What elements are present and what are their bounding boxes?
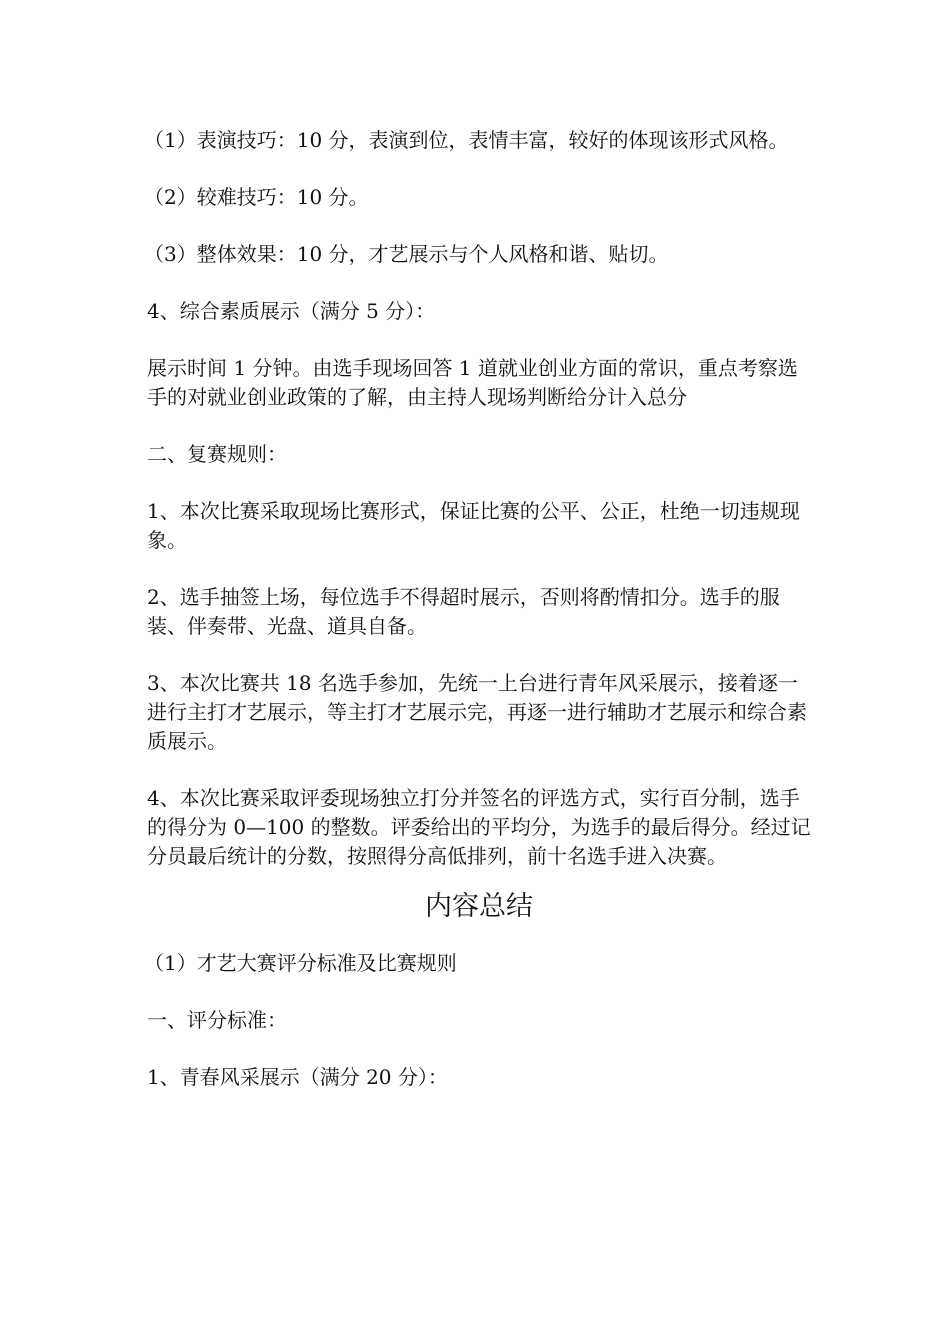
paragraph-rule-3: 3、本次比赛共 18 名选手参加，先统一上台进行青年风采展示，接着逐一进行主打才艺展示，等主打才艺展示完，再逐一进行辅助才艺展示和综合素质展示。	[147, 671, 807, 753]
section-heading-summary: 内容总结	[425, 891, 533, 922]
paragraph-rule-4: 4、本次比赛采取评委现场独立打分并签名的评选方式，实行百分制，选手的得分为 0—100 的整数。评委给出的平均分，为选手的最后得分。经过记分员最后统计的分数，按照得分高低排列，前十名选手进入决赛。	[147, 786, 811, 868]
paragraph-display-time: 展示时间 1 分钟。由选手现场回答 1 道就业创业方面的常识，重点考察选手的对就业创业政策的了解，由主持人现场判断给分计入总分	[147, 356, 798, 409]
paragraph-summary-title: （1）才艺大赛评分标准及比赛规则	[144, 951, 457, 975]
paragraph-youth-display: 1、青春风采展示（满分 20 分）：	[147, 1065, 448, 1089]
paragraph-rematch-rules-heading: 二、复赛规则：	[147, 442, 287, 466]
paragraph-difficult-skill: （2）较难技巧：10 分。	[144, 185, 369, 209]
paragraph-overall-effect: （3）整体效果：10 分，才艺展示与个人风格和谐、贴切。	[144, 242, 669, 266]
paragraph-rule-1: 1、本次比赛采取现场比赛形式，保证比赛的公平、公正，杜绝一切违规现象。	[147, 499, 800, 552]
document-page	[144, 126, 811, 1120]
paragraph-performance-skill: （1）表演技巧：10 分，表演到位，表情丰富，较好的体现该形式风格。	[144, 128, 789, 152]
paragraph-comprehensive-quality: 4、综合素质展示（满分 5 分）：	[147, 299, 436, 323]
paragraph-scoring-standard-heading: 一、评分标准：	[147, 1008, 287, 1032]
paragraph-rule-2: 2、选手抽签上场，每位选手不得超时展示，否则将酌情扣分。选手的服装、伴奏带、光盘、道具自备。	[147, 585, 780, 638]
